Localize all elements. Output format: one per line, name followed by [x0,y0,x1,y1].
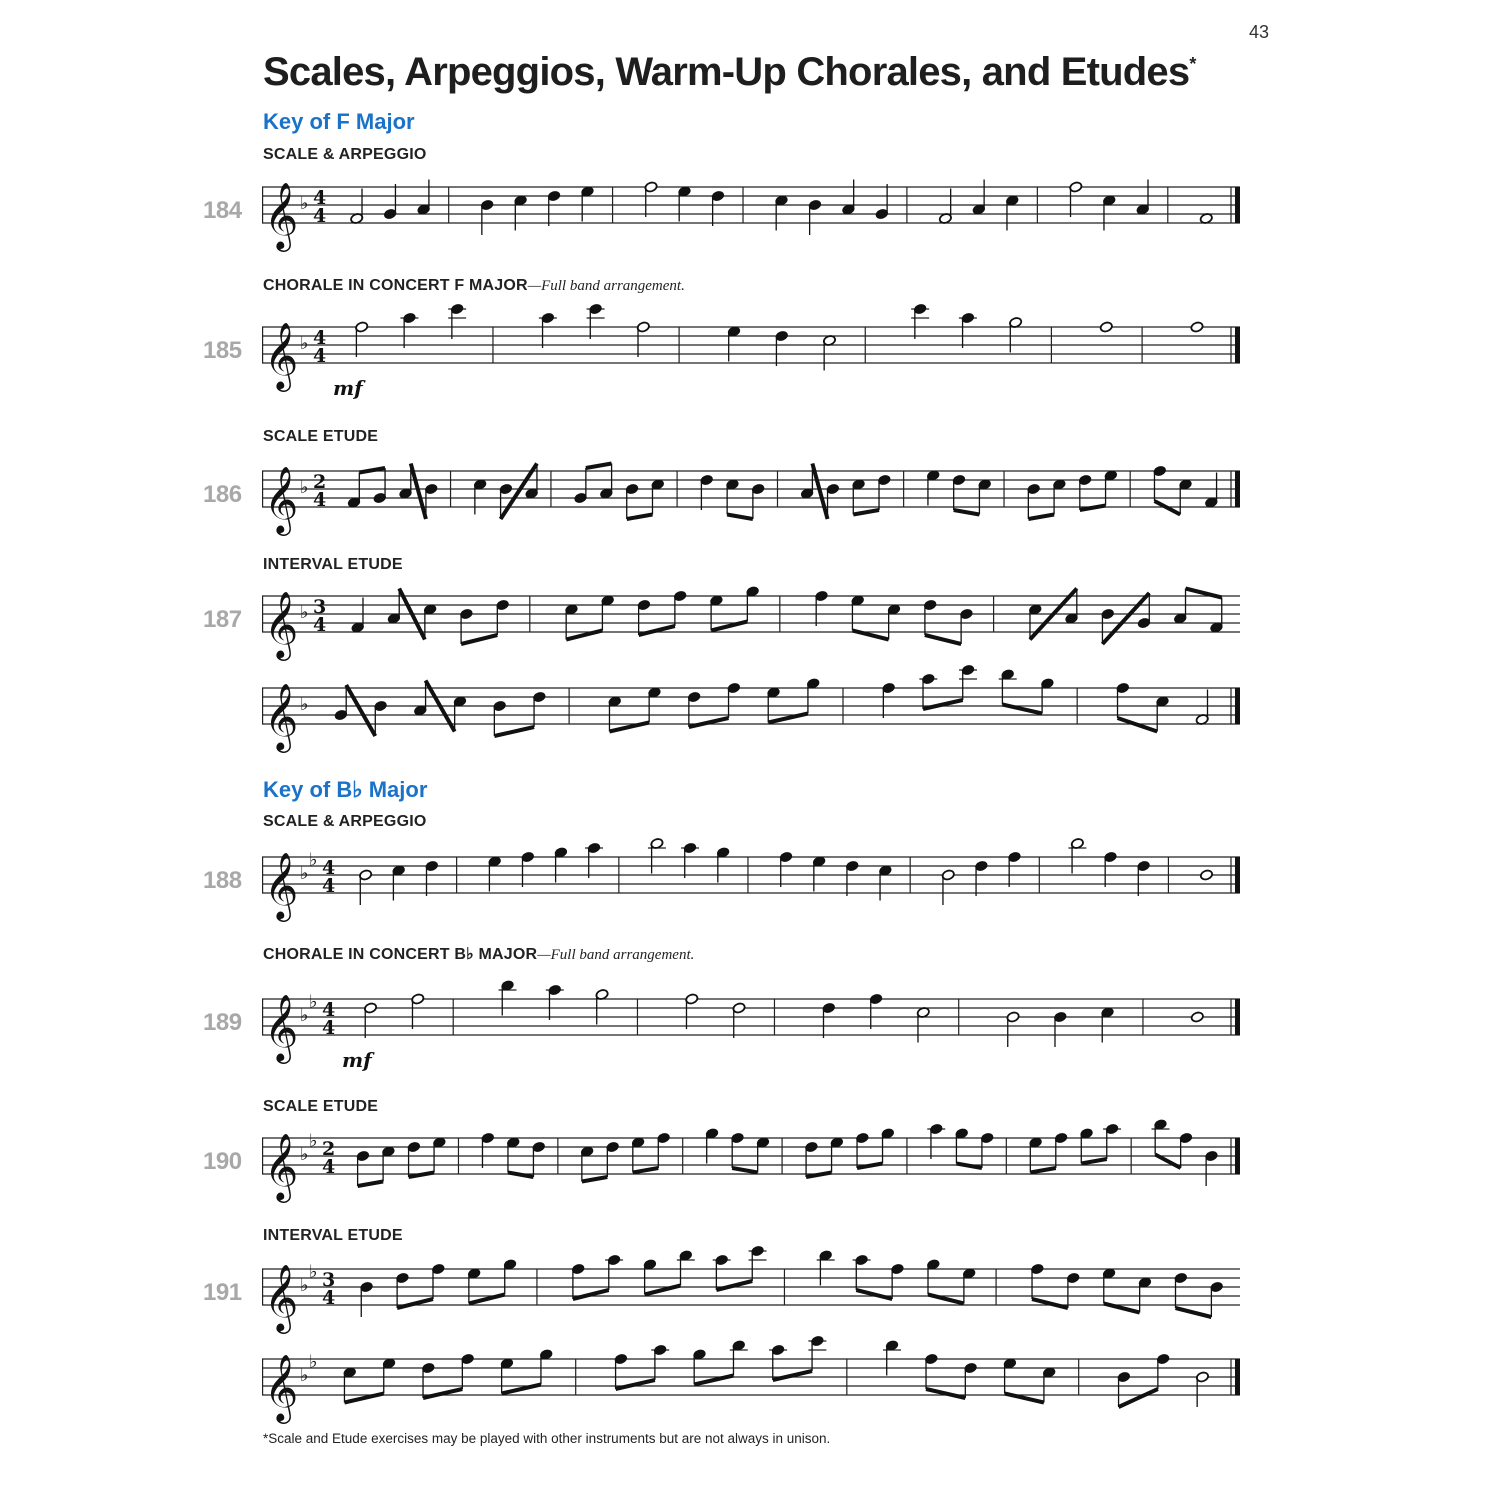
time-signature-bottom: 4 [322,875,336,897]
exercise-title-189: CHORALE IN CONCERT B♭ MAJOR [263,946,538,963]
final-barline-thick [1235,857,1240,893]
note-beam [1118,718,1158,732]
time-signature-bottom: 4 [322,1156,336,1178]
note-beam [956,1164,981,1169]
page-title [263,50,1196,95]
time-signature-top: 4 [322,999,336,1021]
time-signature-bottom: 4 [313,489,327,511]
staff-184 [262,175,1242,255]
note-beam [1030,1168,1055,1173]
note-beam [461,635,497,644]
time-signature-bottom: 4 [322,1287,336,1309]
note-beam [1102,593,1149,644]
dynamic-marking: mf [333,376,363,400]
exercise-number-187: 187 [203,606,242,633]
note-beam [857,1164,882,1169]
flat-sign: ♭ [300,1275,309,1296]
flat-sign: ♭ [309,849,318,871]
flat-sign: ♭ [309,1261,318,1283]
note-beam [812,464,827,520]
dynamic-marking: mf [342,1048,372,1072]
footnote: *Scale and Etude exercises may be played with other instruments but are not always in unison. [263,1431,831,1446]
note-beam [346,685,375,736]
note-beam [1154,501,1180,515]
time-signature-top: 4 [322,857,336,879]
note-beam [586,464,612,469]
exercise-description-185: —Full band arrangement. [527,278,685,294]
time-signature-bottom: 4 [313,205,327,227]
note-beam [359,468,385,473]
treble-clef: 𝄞 [264,993,299,1061]
flat-sign: ♭ [300,1144,309,1165]
note-beam [573,1290,609,1299]
note-beam [1081,1159,1106,1164]
exercise-number-185: 185 [203,337,242,364]
flat-sign: ♭ [309,1130,318,1152]
note-head [1200,869,1214,881]
staff-187-continued [262,676,1242,756]
exercise-number-186: 186 [203,481,242,508]
note-beam [727,515,753,520]
staff-186 [262,459,1242,539]
exercise-number-189: 189 [203,1009,242,1036]
exercise-title-185: CHORALE IN CONCERT F MAJOR [263,277,528,294]
staff-188 [262,845,1242,925]
staff-191 [262,1257,1242,1337]
exercise-label-189 [263,944,694,964]
note-beam [508,1173,533,1178]
exercise-number-184: 184 [203,197,242,224]
note-beam [1032,1299,1068,1308]
flat-sign: ♭ [309,1351,318,1373]
treble-clef: 𝄞 [264,1132,299,1200]
note-head [1099,321,1113,333]
time-signature-top: 4 [313,187,327,209]
note-beam [853,510,879,515]
note-beam [806,1173,831,1178]
exercise-number-191: 191 [203,1279,242,1306]
note-beam [926,1389,965,1398]
note-head [1190,1011,1204,1023]
final-barline-thick [1235,471,1240,507]
note-beam [639,626,675,635]
title-footnote-mark: * [1189,54,1196,74]
page-number: 43 [1249,22,1270,42]
exercise-label-184: SCALE & ARPEGGIO [263,146,427,163]
note-beam [358,1182,383,1187]
note-beam [627,515,653,520]
treble-clef: 𝄞 [264,1263,299,1331]
exercise-label-190: SCALE ETUDE [263,1098,379,1115]
flat-sign: ♭ [300,193,309,214]
note-beam [582,1177,607,1182]
key-heading-f-major: Key of F Major [263,109,415,134]
note-beam [925,635,961,644]
final-barline-thick [1235,1138,1240,1174]
note-beam [923,700,963,709]
time-signature-bottom: 4 [322,1017,336,1039]
time-signature-top: 2 [322,1138,336,1160]
exercise-description-189: —Full band arrangement. [537,947,695,963]
note-beam [856,1290,892,1299]
exercise-label-186: SCALE ETUDE [263,428,379,445]
treble-clef: 𝄞 [264,682,299,750]
note-head [1190,321,1204,333]
flat-sign: ♭ [300,1005,309,1026]
final-barline-thick [1235,688,1240,724]
note-beam [716,1281,752,1290]
exercise-number-188: 188 [203,867,242,894]
exercise-label-188: SCALE & ARPEGGIO [263,813,427,830]
treble-clef: 𝄞 [264,181,299,249]
note-beam [732,1168,757,1173]
note-beam [633,1168,658,1173]
flat-sign: ♭ [300,477,309,498]
note-beam [1028,515,1054,520]
key-heading-b-flat-major: Key of B♭ Major [263,777,428,802]
time-signature-bottom: 4 [313,345,327,367]
staff-191-continued [262,1347,1242,1427]
staff-189 [262,987,1242,1072]
exercise-label-191: INTERVAL ETUDE [263,1227,403,1244]
note-beam [411,464,426,520]
treble-clef: 𝄞 [264,851,299,919]
note-beam [397,1299,433,1308]
final-barline-thick [1235,187,1240,223]
treble-clef: 𝄞 [264,465,299,533]
exercise-label-185 [263,277,685,295]
note-beam [616,1380,655,1389]
final-barline-thick [1235,327,1240,363]
note-beam [1080,506,1106,511]
final-barline-thick [1235,999,1240,1035]
flat-sign: ♭ [300,694,309,715]
note-beam [773,1371,812,1380]
flat-sign: ♭ [300,602,309,623]
final-barline-thick [1235,1359,1240,1395]
note-beam [954,510,980,515]
flat-sign: ♭ [300,1365,309,1386]
treble-clef: 𝄞 [264,321,299,389]
exercise-label-187: INTERVAL ETUDE [263,556,403,573]
time-signature-top: 3 [322,1269,336,1291]
time-signature-top: 4 [313,327,327,349]
staff-185 [262,315,1242,400]
flat-sign: ♭ [309,991,318,1013]
staff-187 [262,584,1242,664]
time-signature-top: 2 [313,471,327,493]
treble-clef: 𝄞 [264,590,299,658]
note-beam [1119,1389,1158,1407]
page-title-text: Scales, Arpeggios, Warm-Up Chorales, and Etudes [263,50,1190,94]
exercise-number-190: 190 [203,1148,242,1175]
time-signature-bottom: 4 [313,614,327,636]
time-signature-top: 3 [313,596,327,618]
treble-clef: 𝄞 [264,1353,299,1421]
note-beam [409,1173,434,1178]
note-beam [1176,1308,1212,1317]
flat-sign: ♭ [300,333,309,354]
note-beam [494,727,534,736]
note-beam [423,1389,462,1398]
flat-sign: ♭ [300,863,309,884]
note-beam [689,718,729,727]
staff-190 [262,1126,1242,1206]
